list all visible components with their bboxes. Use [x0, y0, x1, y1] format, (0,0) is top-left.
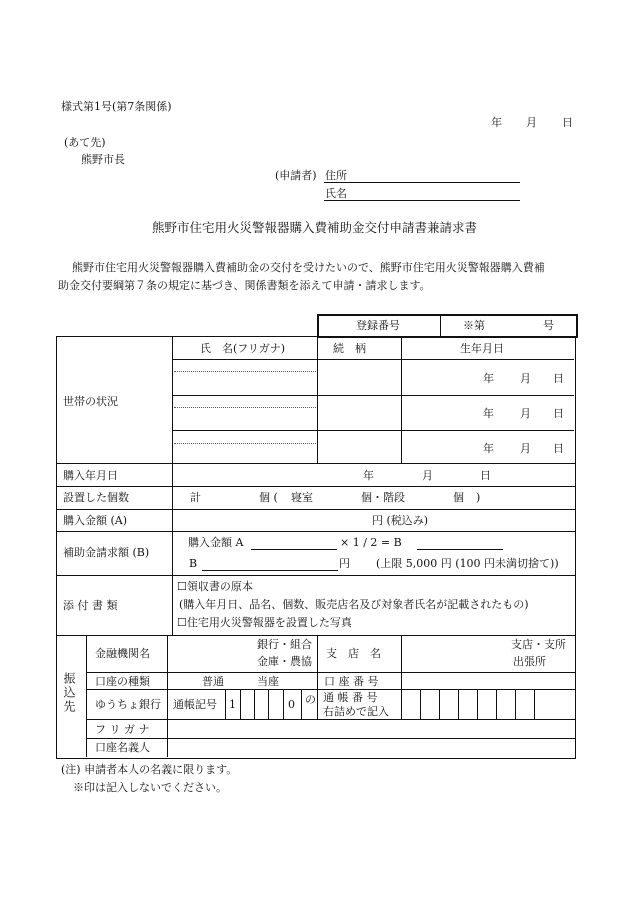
passbook-code-divider-3 — [254, 689, 255, 719]
subsidy-line2-unit: 円 — [339, 557, 350, 570]
passbook-number-divider-6 — [515, 689, 516, 719]
household-label: 世帯の状況 — [63, 395, 118, 408]
row-line-transfer — [56, 635, 575, 636]
passbook-number-divider-2 — [439, 689, 440, 719]
passbook-code-divider-6 — [301, 689, 302, 719]
transfer-row-line-4 — [86, 738, 575, 739]
passbook-number-divider-0 — [401, 689, 402, 719]
household-row-line-1 — [172, 395, 574, 396]
attachment-item-1-note: (購入年月日、品名、個数、販売店名及び対象者氏名が記載されたもの) — [179, 598, 529, 611]
attachment-item-2[interactable]: ☐住宅用火災警報器を設置した写真 — [177, 616, 352, 629]
passbook-code-divider-1 — [225, 689, 226, 719]
transfer-row-line-1 — [86, 672, 575, 673]
household-divider-relation — [317, 336, 318, 463]
subsidy-line1-middle: × 1 / 2 = B — [340, 536, 402, 549]
household-row3-day: 日 — [553, 442, 564, 455]
household-divider-birth — [401, 336, 402, 463]
addressee: 熊野市長 — [81, 153, 125, 166]
household-row3-month: 月 — [520, 442, 531, 455]
purchase-date-month: 月 — [422, 469, 433, 482]
address-label: 住所 — [325, 169, 347, 182]
addressee-label: (あて先) — [64, 136, 106, 149]
household-row2-year: 年 — [483, 407, 494, 420]
installed-unit-1: 個 ( — [259, 491, 278, 504]
passbook-code-divider-4 — [268, 689, 269, 719]
passbook-number-label-2: 右詰めで記入 — [323, 705, 389, 718]
account-type-options[interactable]: 普通 当座 — [202, 675, 279, 688]
subsidy-line1-prefix: 購入金額 A — [188, 536, 244, 549]
registration-prefix: ※第 — [463, 319, 485, 332]
passbook-code-label: 通帳記号 — [173, 698, 217, 711]
applicant-label: (申請者) — [275, 169, 317, 182]
transfer-label: 振込先 — [62, 672, 76, 714]
transfer-row-line-2 — [86, 689, 575, 690]
note-2: ※印は記入しないでください。 — [73, 781, 227, 794]
household-col-name: 氏 名(フリガナ) — [200, 342, 286, 355]
household-furigana-line-3 — [174, 443, 316, 444]
form-title: 熊野市住宅用火災警報器購入費補助金交付申請書兼請求書 — [152, 220, 478, 235]
passbook-code-divider-2 — [240, 689, 241, 719]
passbook-code-first: 1 — [229, 698, 236, 711]
amount-label: 購入金額 (A) — [63, 514, 128, 527]
household-row2-day: 日 — [553, 407, 564, 420]
date-year-label: 年 — [491, 116, 502, 129]
passbook-number-divider-4 — [477, 689, 478, 719]
account-number-label: 口 座 番 号 — [324, 675, 379, 688]
note-1: (注) 申請者本人の名義に限ります。 — [61, 763, 238, 776]
passbook-no-particle: の — [305, 693, 316, 706]
purchase-date-day: 日 — [480, 469, 491, 482]
name-field-line[interactable] — [324, 200, 520, 201]
installed-bedroom: 寝室 — [291, 491, 313, 504]
household-header-line — [172, 359, 574, 360]
installed-unit-2: 個・階段 — [361, 491, 405, 504]
branch-type-line-1: 支店・支所 — [511, 638, 566, 651]
passbook-code-last: 0 — [288, 698, 295, 711]
name-label: 氏名 — [325, 187, 347, 200]
household-row1-year: 年 — [483, 372, 494, 385]
row-line-installed — [56, 486, 575, 487]
holder-label: 口座名義人 — [95, 741, 150, 754]
address-field-line[interactable] — [324, 182, 520, 183]
account-type-label: 口座の種類 — [95, 675, 150, 688]
row-line-subsidy — [56, 531, 575, 532]
branch-type-line-2: 出張所 — [513, 655, 546, 668]
household-furigana-line-1 — [174, 371, 316, 372]
household-row-line-2 — [172, 430, 574, 431]
attachments-label: 添 付 書 類 — [63, 599, 118, 612]
installed-unit-3: 個 — [453, 491, 464, 504]
purchase-date-year: 年 — [363, 469, 374, 482]
registration-suffix: 号 — [543, 319, 554, 332]
bank-type-line-2: 金庫・農協 — [257, 655, 312, 668]
furigana-label: フ リ ガ ナ — [95, 723, 150, 736]
passbook-number-divider-7 — [534, 689, 535, 719]
subsidy-b-line-1[interactable] — [417, 549, 503, 550]
row-line-purchase-date — [56, 463, 575, 464]
installed-label: 設置した個数 — [63, 491, 129, 504]
row-line-amount — [56, 509, 575, 510]
installed-total: 計 — [190, 491, 201, 504]
household-row1-month: 月 — [520, 372, 531, 385]
intro-line-2: 助金交付要綱第７条の規定に基づき、関係書類を添えて申請・請求します。 — [58, 279, 431, 292]
amount-suffix: 円 (税込み) — [372, 514, 429, 527]
household-row2-month: 月 — [520, 407, 531, 420]
bank-label: 金融機関名 — [95, 647, 150, 660]
household-row1-day: 日 — [553, 372, 564, 385]
transfer-right-divider — [401, 635, 402, 689]
passbook-number-label-1: 通 帳 番 号 — [323, 691, 378, 704]
intro-line-1: 熊野市住宅用火災警報器購入費補助金の交付を受けたいので、熊野市住宅用火災警報器購入費補 — [72, 261, 545, 274]
transfer-row-line-3 — [86, 719, 575, 720]
household-col-relation: 続 柄 — [333, 342, 366, 355]
passbook-number-divider-3 — [458, 689, 459, 719]
attachment-item-1[interactable]: ☐領収書の原本 — [177, 580, 253, 593]
yucho-label: ゆうちょ銀行 — [95, 698, 161, 711]
date-month-label: 月 — [526, 116, 537, 129]
passbook-number-divider-5 — [496, 689, 497, 719]
branch-label: 支 店 名 — [326, 647, 381, 660]
subsidy-b-line-2[interactable] — [202, 570, 338, 571]
subsidy-amount-a-line[interactable] — [251, 549, 337, 550]
household-row3-year: 年 — [483, 442, 494, 455]
household-col-birth: 生年月日 — [460, 342, 504, 355]
bank-type-line-1: 銀行・組合 — [257, 638, 312, 651]
passbook-code-divider-5 — [283, 689, 284, 719]
subsidy-label: 補助金請求額 (B) — [63, 546, 150, 559]
installed-close: ) — [476, 491, 481, 504]
registration-divider — [440, 314, 441, 336]
date-day-label: 日 — [562, 116, 573, 129]
subsidy-line2-note: (上限 5,000 円 (100 円未満切捨て)) — [376, 557, 559, 570]
transfer-middle-divider — [317, 635, 318, 719]
purchase-date-label: 購入年月日 — [63, 469, 118, 482]
passbook-number-divider-1 — [420, 689, 421, 719]
form-number: 様式第1号(第7条関係) — [61, 100, 172, 113]
row-line-attachments — [56, 575, 575, 576]
registration-label: 登録番号 — [356, 319, 400, 332]
household-furigana-line-2 — [174, 407, 316, 408]
subsidy-line2-prefix: B — [189, 557, 198, 570]
